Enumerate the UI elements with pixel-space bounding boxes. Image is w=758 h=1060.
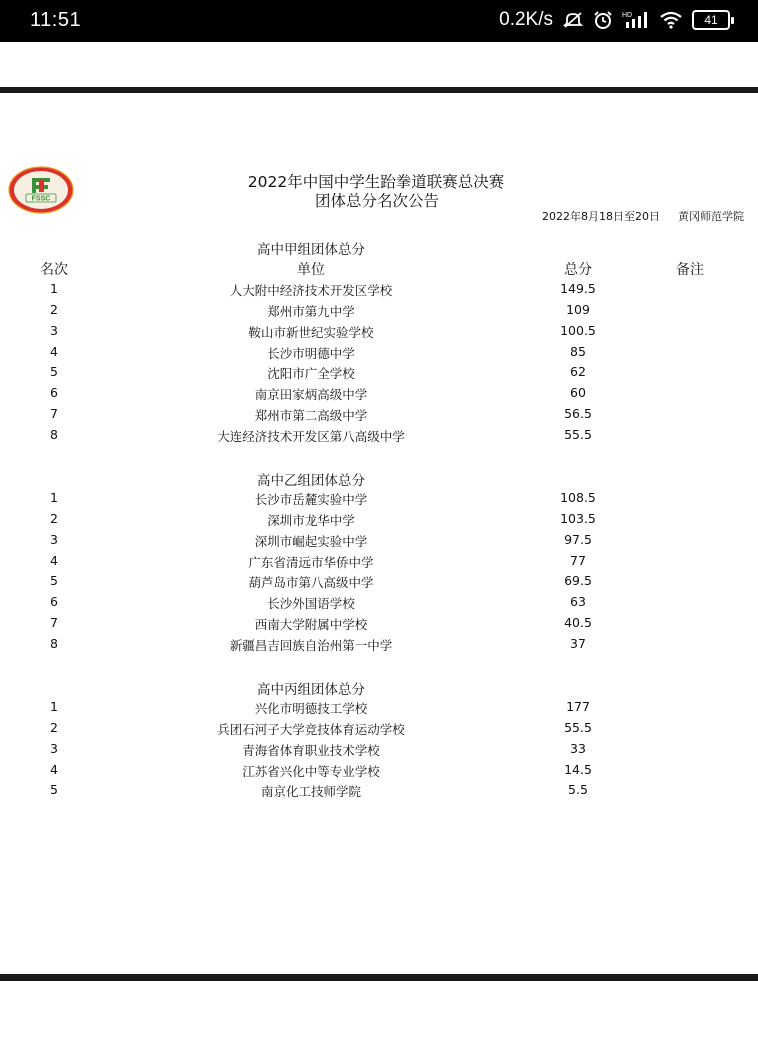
unit-cell: 南京化工技师学院 — [260, 784, 361, 800]
table-row — [0, 532, 758, 552]
score-cell: 56.5 — [564, 406, 592, 422]
unit-cell: 新疆昌吉回族自治州第一中学 — [229, 637, 393, 653]
rank-cell: 2 — [50, 510, 58, 526]
col-note-header: 备注 — [676, 262, 704, 278]
rank-cell: 6 — [50, 385, 58, 401]
unit-cell: 长沙市岳麓实验中学 — [254, 492, 368, 507]
score-cell: 69.5 — [564, 573, 592, 589]
unit-cell: 郑州市第九中学 — [267, 303, 355, 319]
group-title: 高中乙组团体总分 — [257, 473, 365, 489]
unit-cell: 大连经济技术开发区第八高级中学 — [217, 428, 405, 444]
table-row — [0, 636, 758, 656]
rank-cell: 3 — [50, 740, 58, 756]
table-row — [0, 699, 758, 719]
rank-cell: 2 — [50, 719, 58, 735]
group-title: 高中甲组团体总分 — [257, 242, 365, 258]
score-cell: 109 — [566, 301, 590, 317]
score-cell: 55.5 — [564, 426, 592, 442]
score-cell: 100.5 — [560, 322, 596, 338]
score-cell: 40.5 — [564, 615, 592, 631]
mute-icon — [562, 11, 584, 29]
rank-cell: 8 — [50, 426, 58, 442]
table-row — [0, 741, 758, 761]
logo-text: FSSC — [31, 195, 51, 203]
table-row — [0, 302, 758, 322]
page-bottom-divider — [0, 974, 758, 981]
rank-cell: 3 — [50, 322, 58, 338]
unit-cell: 长沙外国语学校 — [267, 596, 355, 612]
document-title: 2022年中国中学生跆拳道联赛总决赛 — [247, 173, 505, 191]
rank-cell: 7 — [50, 406, 58, 422]
unit-cell: 西南大学附属中学校 — [254, 617, 368, 633]
unit-cell: 人大附中经济技术开发区学校 — [229, 283, 393, 298]
table-row — [0, 281, 758, 301]
venue: 黄冈师范学院 — [678, 210, 744, 223]
unit-cell: 兴化市明德技工学校 — [254, 701, 368, 716]
table-row — [0, 615, 758, 635]
table-row — [0, 364, 758, 384]
alarm-icon — [593, 10, 613, 30]
score-cell: 14.5 — [564, 761, 592, 777]
group-title: 高中丙组团体总分 — [257, 682, 365, 698]
hd-signal-icon — [622, 10, 650, 30]
table-row — [0, 553, 758, 573]
rank-cell: 1 — [50, 490, 58, 505]
score-cell: 37 — [570, 635, 586, 651]
table-row — [0, 720, 758, 740]
unit-cell: 葫芦岛市第八高级中学 — [248, 575, 374, 591]
score-cell: 33 — [570, 740, 586, 756]
date-range: 2022年8月18日至20日 — [542, 210, 660, 223]
col-unit-header: 单位 — [297, 262, 325, 278]
rank-cell: 1 — [50, 281, 58, 296]
unit-cell: 兵团石河子大学竞技体育运动学校 — [217, 721, 405, 737]
unit-cell: 郑州市第二高级中学 — [254, 408, 368, 424]
score-cell: 108.5 — [560, 490, 596, 505]
score-cell: 97.5 — [564, 531, 592, 547]
document-subtitle: 团体总分名次公告 — [314, 192, 439, 210]
unit-cell: 广东省清远市华侨中学 — [248, 554, 374, 570]
table-row — [0, 490, 758, 510]
col-score-header: 总分 — [564, 262, 592, 278]
rank-cell: 5 — [50, 573, 58, 589]
rank-cell: 2 — [50, 301, 58, 317]
score-cell: 77 — [570, 552, 586, 568]
score-cell: 60 — [570, 385, 586, 401]
table-row — [0, 762, 758, 782]
score-cell: 85 — [570, 343, 586, 359]
score-cell: 63 — [570, 594, 586, 610]
rank-cell: 6 — [50, 594, 58, 610]
table-row — [0, 406, 758, 426]
rank-cell: 5 — [50, 782, 58, 798]
score-cell: 55.5 — [564, 719, 592, 735]
rank-cell: 3 — [50, 531, 58, 547]
rank-cell: 4 — [50, 761, 58, 777]
rank-cell: 8 — [50, 635, 58, 651]
rank-cell: 1 — [50, 699, 58, 714]
table-row — [0, 782, 758, 802]
score-cell: 5.5 — [568, 782, 588, 798]
col-rank-header: 名次 — [40, 262, 68, 278]
page-top-divider — [0, 87, 758, 93]
battery-level: 41 — [704, 13, 718, 27]
rank-cell: 5 — [50, 364, 58, 380]
table-header — [0, 259, 758, 279]
network-speed: 0.2K/s — [499, 9, 553, 30]
table-row — [0, 427, 758, 447]
rank-cell: 7 — [50, 615, 58, 631]
status-time: 11:51 — [30, 9, 82, 31]
battery-icon — [692, 10, 734, 30]
table-row — [0, 511, 758, 531]
score-cell: 103.5 — [560, 510, 596, 526]
score-cell: 62 — [570, 364, 586, 380]
unit-cell: 南京田家炳高级中学 — [254, 387, 368, 403]
wifi-icon — [659, 11, 683, 29]
unit-cell: 长沙市明德中学 — [267, 345, 355, 361]
score-cell: 177 — [566, 699, 590, 714]
table-row — [0, 323, 758, 343]
status-bar — [0, 0, 758, 42]
unit-cell: 沈阳市广全学校 — [267, 366, 355, 382]
rank-cell: 4 — [50, 552, 58, 568]
table-row — [0, 344, 758, 364]
unit-cell: 青海省体育职业技术学校 — [242, 742, 380, 758]
rank-cell: 4 — [50, 343, 58, 359]
unit-cell: 江苏省兴化中等专业学校 — [242, 763, 380, 779]
unit-cell: 深圳市龙华中学 — [267, 512, 355, 528]
svg-text:HD: HD — [622, 12, 633, 19]
score-cell: 149.5 — [560, 281, 596, 296]
status-icons — [499, 9, 734, 31]
table-row — [0, 594, 758, 614]
unit-cell: 鞍山市新世纪实验学校 — [248, 324, 374, 340]
table-row — [0, 385, 758, 405]
table-row — [0, 573, 758, 593]
date-venue-line — [542, 208, 744, 224]
unit-cell: 深圳市崛起实验中学 — [254, 533, 368, 549]
